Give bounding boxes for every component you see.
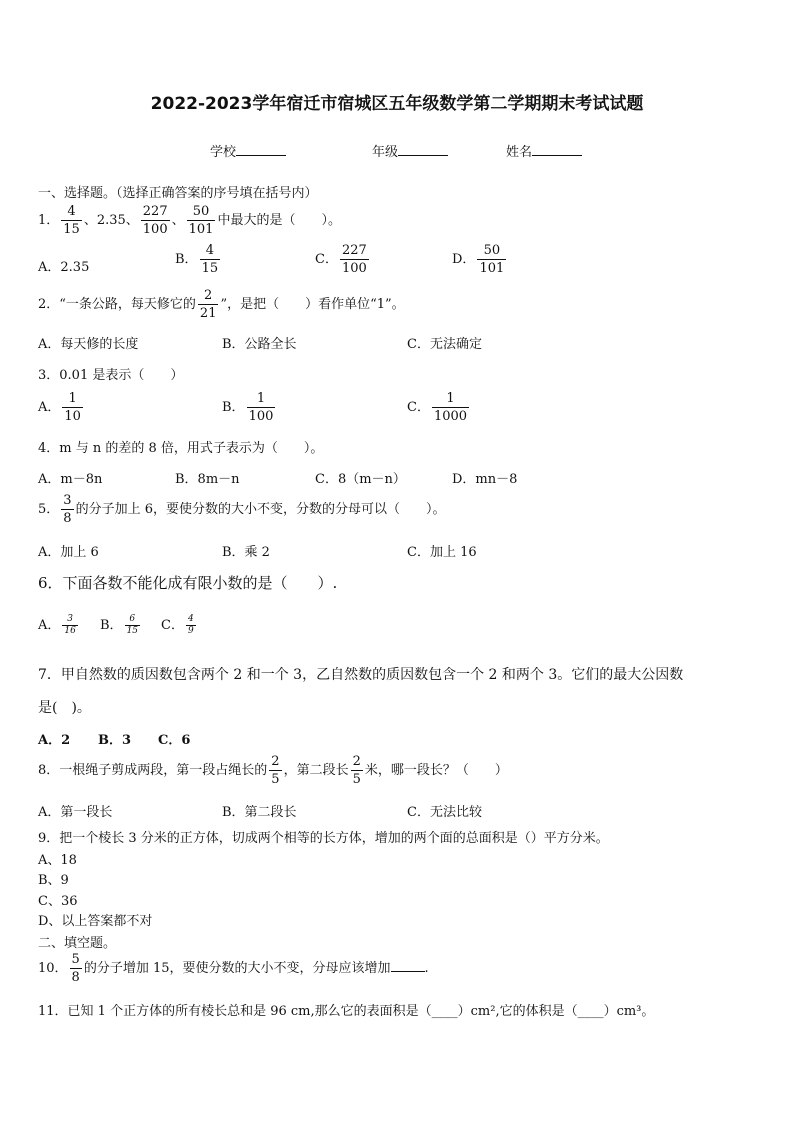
question-7-line-1: 7．甲自然数的质因数包含两个 2 和一个 3，乙自然数的质因数包含一个 2 和两个 3。它们的最大公因数	[38, 667, 684, 683]
q5-option-c[interactable]: C．加上 16	[407, 545, 477, 560]
question-7-line-2: 是( )。	[38, 700, 91, 716]
q10-answer-blank[interactable]	[391, 971, 425, 972]
q6-option-a[interactable]: A． $\frac{3}{16}$	[38, 614, 76, 636]
q6-option-b[interactable]: B． $\frac{6}{15}$	[100, 614, 139, 636]
question-2: 2．“一条公路，每天修它的 $\frac{2}{21}$ ”，是把（ ）看作单位“1”。	[38, 288, 405, 321]
question-3: 3．0.01 是表示（ ）	[38, 368, 184, 383]
page-title: 2022-2023学年宿迁市宿城区五年级数学第二学期期末考试试题	[150, 94, 644, 114]
info-name: 姓名	[506, 141, 582, 160]
info-school: 学校	[210, 141, 286, 160]
q8-option-a[interactable]: A．第一段长	[38, 805, 113, 820]
q1-option-c[interactable]: C． $\frac{227}{100}$	[315, 243, 367, 276]
q6-option-c[interactable]: C． $\frac{4}{9}$	[161, 614, 194, 636]
q2-option-b[interactable]: B．公路全长	[222, 337, 297, 352]
question-1: 1． $\frac{4}{15}$ 、2.35、 $\frac{227}{100}$ 、 $\frac{50}{101}$ 中最大的是（ ）。	[38, 204, 341, 237]
question-5: 5． $\frac{3}{8}$ 的分子加上 6，要使分数的大小不变，分数的分母可以（ ）。	[38, 493, 446, 526]
q3-option-b[interactable]: B． $\frac{1}{100}$	[222, 391, 274, 424]
info-grade: 年级	[372, 141, 448, 160]
q9-option-b[interactable]: B、9	[38, 873, 69, 888]
q1-option-a[interactable]: A．2.35	[38, 260, 90, 275]
q1-option-d[interactable]: D． $\frac{50}{101}$	[452, 243, 505, 276]
q8-option-c[interactable]: C．无法比较	[407, 805, 482, 820]
q7-option-a[interactable]: A．2	[38, 733, 71, 748]
q9-option-a[interactable]: A、18	[38, 853, 77, 868]
name-blank[interactable]	[532, 155, 582, 156]
q7-option-c[interactable]: C．6	[158, 733, 191, 748]
school-blank[interactable]	[236, 155, 286, 156]
q4-option-d[interactable]: D．mn－8	[452, 472, 518, 487]
question-10: 10． $\frac{5}{8}$ 的分子增加 15，要使分数的大小不变，分母应该增加 .	[38, 952, 429, 985]
q1-option-b[interactable]: B． $\frac{4}{15}$	[175, 243, 219, 276]
question-9: 9．把一个棱长 3 分米的正方体，切成两个相等的长方体，增加的两个面的总面积是（）平方分米。	[38, 831, 609, 846]
question-8: 8．一根绳子剪成两段，第一段占绳长的 $\frac{2}{5}$ ，第二段长 $\frac{2}{5}$ 米，哪一段长？（ ）	[38, 754, 508, 787]
q2-option-a[interactable]: A．每天修的长度	[38, 337, 139, 352]
q2-option-c[interactable]: C．无法确定	[407, 337, 482, 352]
q3-option-a[interactable]: A． $\frac{1}{10}$	[38, 391, 81, 424]
q5-option-a[interactable]: A．加上 6	[38, 545, 99, 560]
q4-option-b[interactable]: B．8m－n	[175, 472, 240, 487]
q9-option-d[interactable]: D、以上答案都不对	[38, 914, 153, 929]
q7-option-b[interactable]: B．3	[98, 733, 132, 748]
question-4: 4．m 与 n 的差的 8 倍，用式子表示为（ ）。	[38, 441, 324, 456]
q4-option-c[interactable]: C．8（m－n）	[315, 472, 406, 487]
section-2-heading: 二、填空题。	[38, 936, 117, 951]
question-6: 6．下面各数不能化成有限小数的是（ ）.	[38, 574, 338, 592]
question-11: 11．已知 1 个正方体的所有棱长总和是 96 cm,那么它的表面积是（____）cm²,它的体积是（____）cm³。	[38, 1004, 655, 1019]
section-1-heading: 一、选择题。（选择正确答案的序号填在括号内）	[38, 186, 318, 201]
q3-option-c[interactable]: C． $\frac{1}{1000}$	[407, 391, 468, 424]
grade-blank[interactable]	[398, 155, 448, 156]
q4-option-a[interactable]: A．m－8n	[38, 472, 103, 487]
q8-option-b[interactable]: B．第二段长	[222, 805, 297, 820]
q5-option-b[interactable]: B．乘 2	[222, 545, 270, 560]
q9-option-c[interactable]: C、36	[38, 894, 78, 909]
